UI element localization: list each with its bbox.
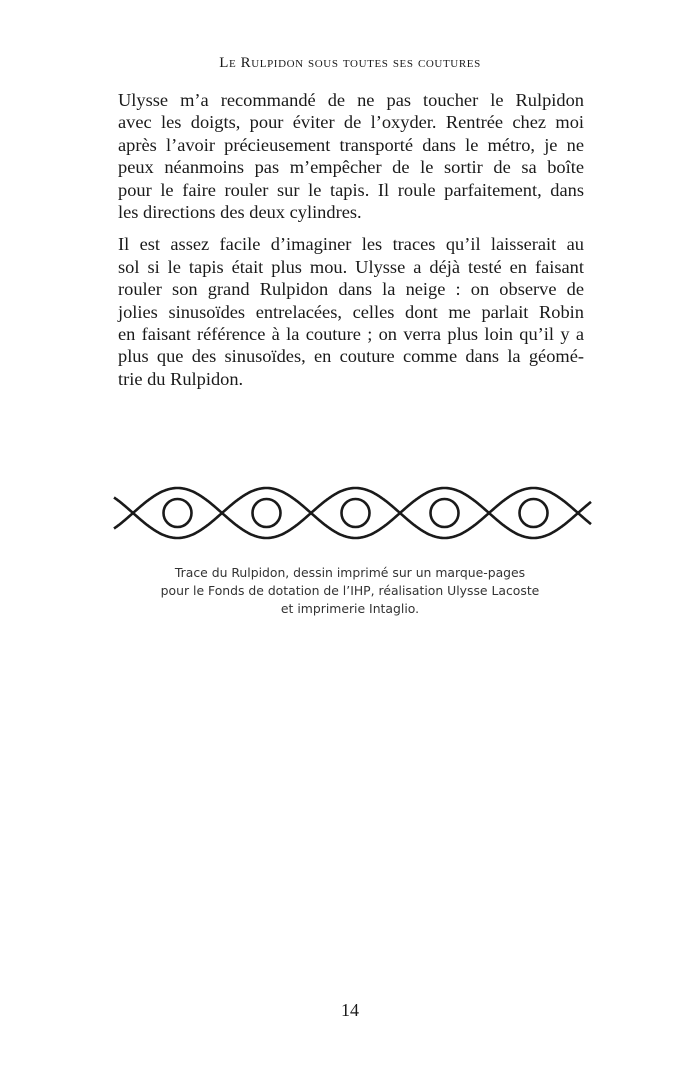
paragraph-2	[118, 233, 584, 390]
figure-caption	[0, 564, 700, 618]
paragraph-1	[118, 89, 584, 223]
circle-mark	[253, 499, 281, 527]
text-line: en faisant référence à la couture ; on verra plus loin qu’il y a	[118, 324, 584, 345]
caption-line: et imprimerie Intaglio.	[280, 601, 420, 616]
circle-mark	[342, 499, 370, 527]
text-line: Il est assez facile d’imaginer les traces qu’il laisserait au	[118, 234, 584, 255]
text-line: jolies sinusoïdes entrelacées, celles dont me parlait Robin	[118, 301, 584, 322]
text-line: après l’avoir précieusement transporté dans le métro, je ne	[118, 134, 584, 155]
text-line: plus que des sinusoïdes, en couture comme dans la géomé-	[118, 346, 584, 367]
text-line: Ulysse m’a recommandé de ne pas toucher le Rulpidon	[118, 90, 584, 110]
caption-line: Trace du Rulpidon, dessin imprimé sur un marque-pages	[174, 565, 526, 580]
circle-mark	[164, 499, 192, 527]
text-line: pour le faire rouler sur le tapis. Il roule parfaitement, dans	[118, 179, 584, 200]
body-text	[118, 89, 584, 400]
text-line: sol si le tapis était plus mou. Ulysse a déjà testé en faisant	[118, 256, 584, 277]
page-number: 14	[341, 1000, 359, 1020]
text-line: peux néanmoins pas m’empêcher de le sortir de sa boîte	[118, 157, 584, 178]
text-line: trie du Rulpidon.	[118, 368, 244, 389]
text-line: rouler son grand Rulpidon dans la neige : on observe de	[118, 279, 584, 300]
text-line: les directions des deux cylindres.	[118, 202, 362, 223]
rulpidon-trace-drawing	[110, 480, 595, 550]
circle-mark	[520, 499, 548, 527]
caption-line: pour le Fonds de dotation de l’IHP, réalisation Ulysse Lacoste	[160, 583, 540, 598]
running-header: Le Rulpidon sous toutes ses coutures	[219, 55, 481, 71]
text-line: avec les doigts, pour éviter de l’oxyder. Rentrée chez moi	[118, 112, 584, 133]
circle-mark	[431, 499, 459, 527]
